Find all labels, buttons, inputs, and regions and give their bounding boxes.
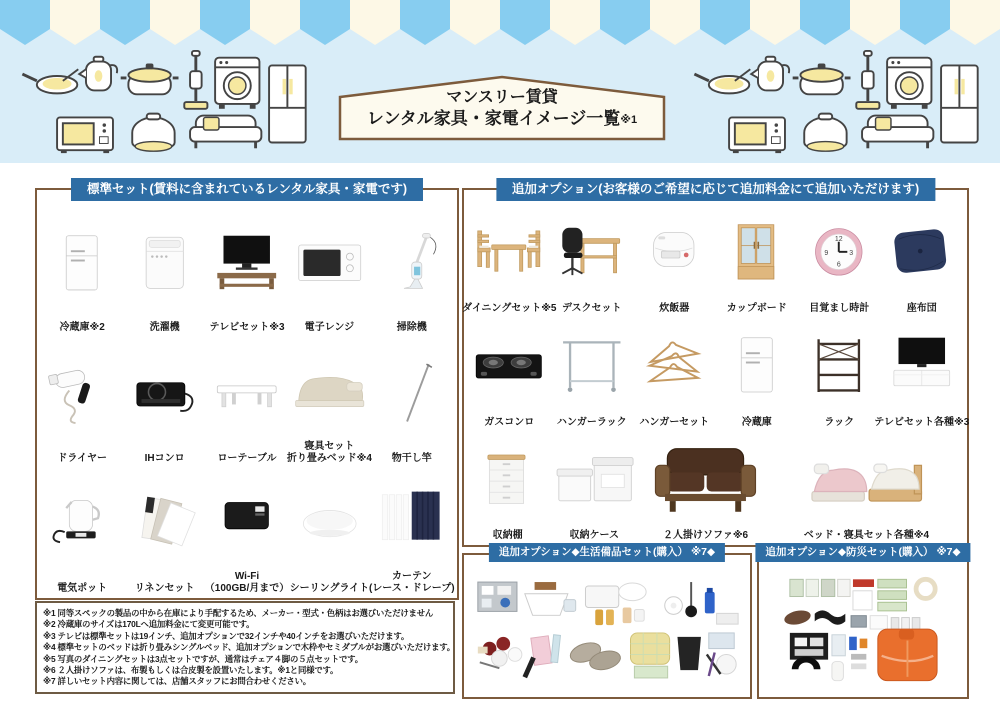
product-item [41,334,123,464]
frying-pan-icon [22,69,78,93]
footnote-line: ※3 テレビは標準セットは19インチ、追加オプションで32インチや40インチをお選びいただけます。 [43,630,410,641]
sofa-2seat-photo [641,429,770,530]
product-item [41,204,123,334]
product-label: 座布団 [906,303,937,315]
product-label-line2: 折り畳みベッド※4 [286,452,372,464]
cupboard-photo [716,202,799,303]
product-label: ダイニングセット※5 [462,303,557,315]
product-label: カーテン [392,570,432,582]
product-item [206,334,288,464]
rice-cooker-icon [132,114,174,152]
tv-lowboard-photo [206,204,288,322]
storage-chest-photo [468,429,547,530]
storage-cases-photo [547,429,641,530]
hair-dryer-photo [41,334,123,452]
product-item [288,465,370,595]
product-label-line2: (レース・ドレープ) [368,582,455,594]
product-item [371,204,453,334]
rice-cooker-icon [804,114,846,152]
top-banner [0,0,1000,163]
electric-pot-photo [41,465,123,583]
life-goods-set-header: 追加オプション◆生活備品セット(購入） ※7◆ [489,543,725,562]
curtain-photo [371,465,453,571]
add-options-grid [462,190,970,545]
laundry-pole-photo [371,334,453,452]
desk-set-photo [551,202,634,303]
title-line2: レンタル家具・家電イメージ一覧※1 [366,109,638,128]
product-item [123,465,205,595]
alarm-clock-photo [798,202,881,303]
product-item [798,315,881,428]
svg-text:9: 9 [824,249,829,257]
product-label: 物干し竿 [391,452,432,464]
product-label: Wi-Fi [234,570,260,582]
product-label: ベッド・寝具セット各種※4 [803,529,930,541]
product-item [881,202,964,315]
footnote-line: ※4 標準セットのベッドは折り畳みシングルベッド、追加オプションで木枠やセミダブルがお選びいただけます。 [43,642,455,653]
product-label: カップボード [726,303,787,315]
product-item [641,429,770,542]
footnote-line: ※1 同等スペックの製品の中から在庫により手配するため、メーカー・型式・色柄はお選びいただけません [43,608,434,618]
add-options-row [468,315,970,428]
fridge-icon [941,65,978,142]
kettle-icon [751,57,789,91]
product-label: 炊飯器 [659,303,690,315]
microwave-photo [288,204,370,322]
product-item [716,202,799,315]
hanger-rack-photo [551,315,634,416]
product-label: リネンセット [134,582,195,594]
page-title [336,74,668,142]
product-label: 目覚まし時計 [809,303,870,315]
low-table-photo [206,334,288,452]
footnote-line: ※7 詳しいセット内容に関しては、店舗スタッフにお問合わせください。 [43,676,311,687]
drum-washer-icon [215,58,259,109]
appliance-icons-right [692,50,982,156]
standard-set-grid [37,190,457,598]
product-label: 寝具セット [304,440,355,452]
appliance-icons-left [20,50,310,156]
kettle-icon [79,57,117,91]
product-label: 収納ケース [569,529,619,541]
ih-cooktop-photo [123,334,205,452]
product-label: ハンガーセット [639,416,710,428]
product-item [716,315,799,428]
bedding-set-photo [288,334,370,440]
add-options-row [468,429,963,542]
product-item [468,429,547,542]
product-label: ラック [824,416,855,428]
hanger-set-photo [633,315,716,416]
product-item [371,334,453,464]
microwave-icon [729,117,785,153]
add-options-header: 追加オプション(お客様のご希望に応じて追加料金にて追加いただけます) [496,178,935,201]
disaster-kit-photo-collage [759,555,967,697]
bed-sets-photo [770,429,963,530]
frying-pan-icon [694,69,750,93]
product-label: ドライヤー [57,452,108,464]
svg-text:12: 12 [835,236,844,244]
stick-vacuum-photo [371,204,453,322]
sofa-icon [190,116,261,149]
microwave-icon [57,117,113,153]
product-label: 冷蔵庫※2 [59,322,105,334]
product-item [468,315,551,428]
sofa-icon [862,116,933,149]
add-options-panel [462,182,970,547]
washer-photo [123,204,205,322]
pot-icon [121,63,179,94]
product-item [206,465,288,595]
product-label: テレビセット※3 [209,322,285,334]
svg-text:6: 6 [837,261,842,269]
add-options-row [462,202,963,315]
product-item [123,334,205,464]
product-label: テレビセット各種※3 [874,416,970,428]
life-goods-photo-collage [464,555,750,697]
gas-stove-photo [468,315,551,416]
product-label: 洗濯機 [149,322,180,334]
tv-white-board-photo [881,315,964,416]
product-label: ２人掛けソファ※6 [663,529,749,541]
standard-set-panel [35,182,459,600]
product-item [41,465,123,595]
product-item [123,204,205,334]
life-goods-set-box [462,546,752,699]
drum-washer-icon [887,58,931,109]
product-item [551,202,634,315]
fridge-photo [41,204,123,322]
product-label: ガスコンロ [484,416,535,428]
product-item [547,429,641,542]
footnote-line: ※6 ２人掛けソファは、布製もしくは合皮製を設置いたします。※1と同様です。 [43,665,339,676]
standard-set-header: 標準セット(賃料に含まれているレンタル家具・家電です) [71,178,423,201]
dining-set-photo [468,202,551,303]
title-line1: マンスリー賃貸 [446,89,558,106]
fridge-photo [716,315,799,416]
product-item [633,315,716,428]
title-note: ※1 [620,114,638,126]
product-item [633,202,716,315]
product-item [770,429,963,542]
product-label: ハンガーラック [556,416,627,428]
product-item [551,315,634,428]
product-item [288,204,370,334]
product-item [368,465,455,595]
disaster-set-box [757,546,969,699]
svg-text:3: 3 [849,249,854,257]
footnote-line: ※2 冷蔵庫のサイズは170Lへ追加料金にて変更可能です。 [43,619,255,630]
product-label: デスクセット [561,303,622,315]
wifi-router-photo [206,465,288,571]
product-label: 電気ポット [57,582,108,594]
product-label: 電子レンジ [304,322,355,334]
product-item [206,204,288,334]
disaster-set-header: 追加オプション◆防災セット(購入） ※7◆ [755,543,970,562]
stick-vacuum-icon [856,51,879,109]
product-label: シーリングライト [289,582,370,594]
ceiling-light-photo [288,465,370,583]
shelf-rack-photo [798,315,881,416]
product-label-line2: （100GB/月まで） [204,582,290,594]
pot-icon [793,63,851,94]
product-label: 冷蔵庫 [741,416,772,428]
footnote-line: ※5 写真のダイニングセットは3点セットですが、通常はチェア４脚の５点セットです。 [43,653,363,664]
product-label: 収納棚 [492,529,523,541]
rice-cooker-photo [633,202,716,303]
linen-set-photo [123,465,205,583]
product-item [874,315,970,428]
product-item [462,202,557,315]
floor-cushion-photo [881,202,964,303]
awning-stripes-decoration [0,0,1000,47]
title-banner [336,74,668,142]
product-label: ローテーブル [217,452,277,464]
product-item [798,202,881,315]
product-item [288,334,370,464]
stick-vacuum-icon [184,51,207,109]
fridge-icon [269,65,306,142]
product-label: 掃除機 [396,322,427,334]
product-label: IHコンロ [144,452,185,464]
footnotes-box [35,601,455,694]
